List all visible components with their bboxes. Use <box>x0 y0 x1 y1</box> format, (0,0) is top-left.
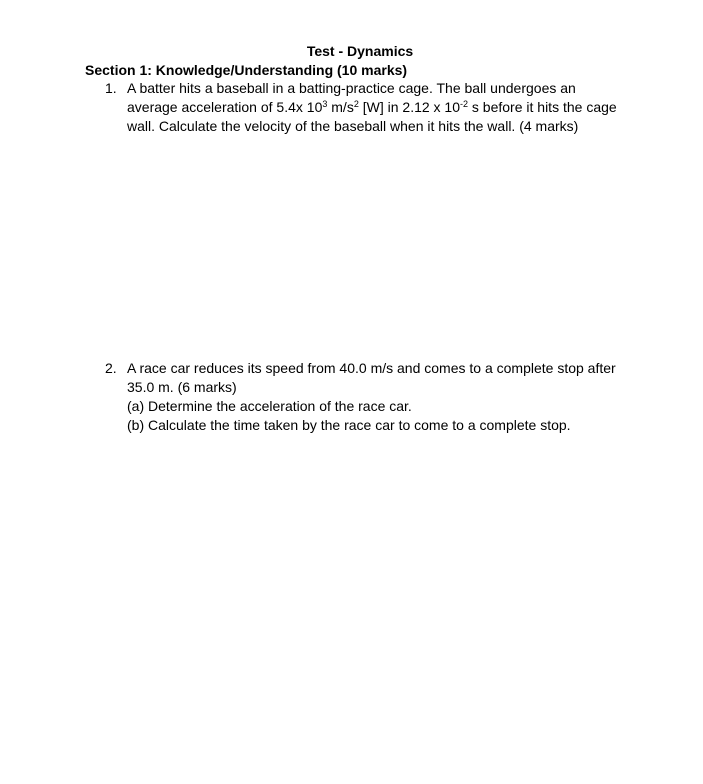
section-heading: Section 1: Knowledge/Understanding (10 marks) <box>85 62 408 78</box>
question-1 <box>105 79 635 136</box>
question-text-line: wall. Calculate the velocity of the baseball when it hits the wall. (4 marks) <box>127 118 579 134</box>
question-body <box>127 79 635 136</box>
text-run: [W] in 2.12 x 10 <box>358 99 461 115</box>
question-body <box>127 359 635 435</box>
text-run: m/s <box>327 99 354 115</box>
document-title: Test - Dynamics <box>306 43 414 59</box>
question-text-line <box>127 98 635 117</box>
text-run: s before it hits the cage <box>468 99 617 115</box>
superscript: 2 <box>353 99 359 109</box>
superscript: 3 <box>322 99 328 109</box>
question-text-line: 35.0 m. (6 marks) <box>127 379 237 395</box>
question-part-b: (b) Calculate the time taken by the race car to come to a complete stop. <box>127 417 571 433</box>
question-text-line: A race car reduces its speed from 40.0 m/s and comes to a complete stop after <box>127 360 616 376</box>
question-number: 1. <box>105 80 117 96</box>
question-text-line: A batter hits a baseball in a batting-practice cage. The ball undergoes an <box>127 80 576 96</box>
superscript: -2 <box>460 99 469 109</box>
text-run: average acceleration of 5.4x 10 <box>127 99 323 115</box>
question-2 <box>105 359 635 435</box>
question-number: 2. <box>105 360 117 376</box>
question-part-a: (a) Determine the acceleration of the race car. <box>127 398 412 414</box>
